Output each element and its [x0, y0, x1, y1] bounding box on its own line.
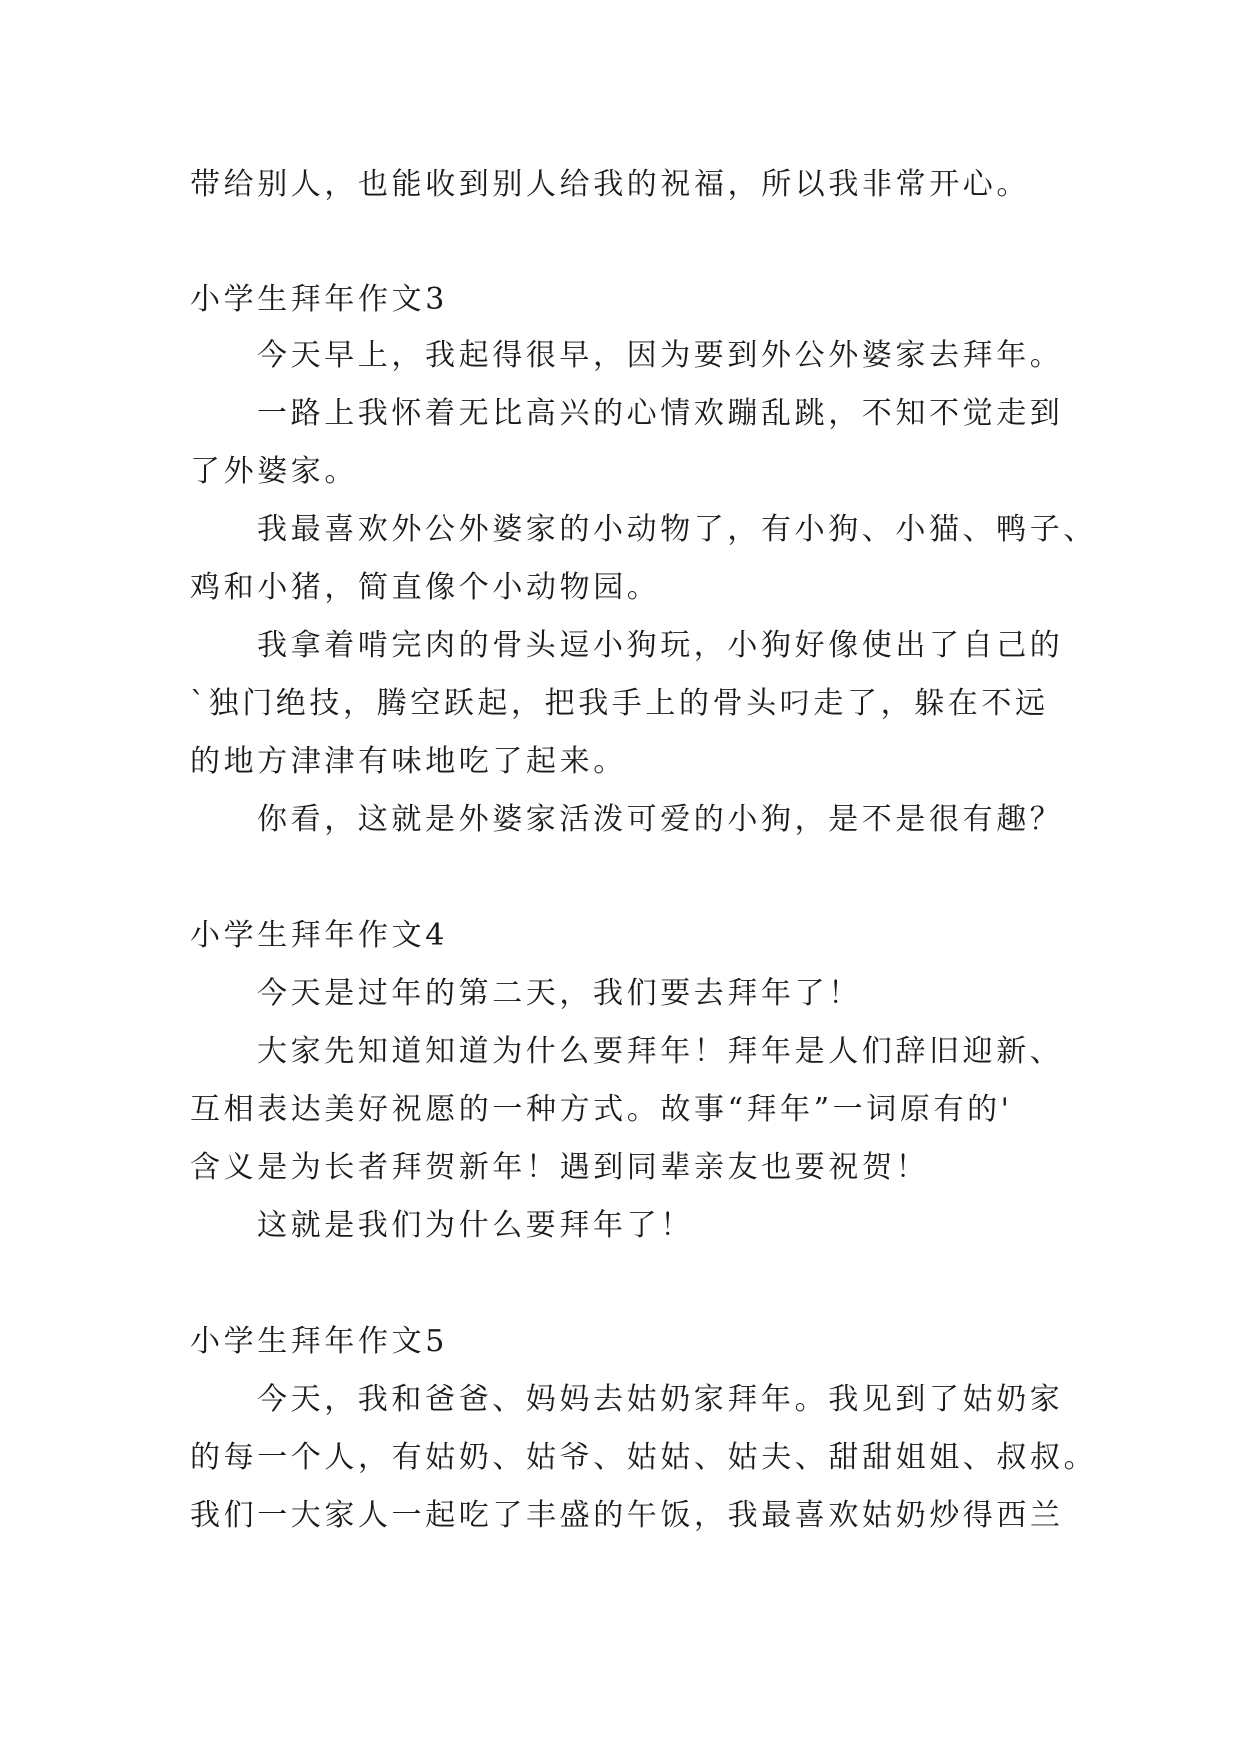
paragraph-line: `独门绝技，腾空跃起，把我手上的骨头叼走了，躲在不远	[190, 686, 1049, 721]
paragraph-line: 你看，这就是外婆家活泼可爱的小狗，是不是很有趣？	[257, 802, 1064, 837]
paragraph-line: 我最喜欢外公外婆家的小动物了，有小狗、小猫、鸭子、	[257, 512, 1097, 547]
paragraph-line: 的每一个人，有姑奶、姑爷、姑姑、姑夫、甜甜姐姐、叔叔。	[190, 1440, 1098, 1475]
paragraph-line: 互相表达美好祝愿的一种方式。故事“拜年”一词原有的'	[190, 1092, 1013, 1127]
paragraph-line: 我拿着啃完肉的骨头逗小狗玩，小狗好像使出了自己的	[257, 628, 1064, 663]
section-heading: 小学生拜年作文4	[190, 918, 448, 953]
paragraph-line: 今天早上，我起得很早，因为要到外公外婆家去拜年。	[257, 338, 1064, 373]
paragraph-line: 了外婆家。	[190, 454, 358, 489]
paragraph-line: 一路上我怀着无比高兴的心情欢蹦乱跳，不知不觉走到	[257, 396, 1064, 431]
section-heading: 小学生拜年作文3	[190, 282, 448, 317]
paragraph-line: 今天是过年的第二天，我们要去拜年了！	[257, 976, 862, 1011]
paragraph-line: 我们一大家人一起吃了丰盛的午饭，我最喜欢姑奶炒得西兰	[190, 1498, 1064, 1533]
paragraph-line: 含义是为长者拜贺新年！遇到同辈亲友也要祝贺！	[190, 1150, 930, 1185]
paragraph-line: 的地方津津有味地吃了起来。	[190, 744, 627, 779]
section-heading: 小学生拜年作文5	[190, 1324, 448, 1359]
paragraph-line: 大家先知道知道为什么要拜年！拜年是人们辞旧迎新、	[257, 1034, 1064, 1069]
paragraph-line: 今天，我和爸爸、妈妈去姑奶家拜年。我见到了姑奶家	[257, 1382, 1064, 1417]
paragraph-line: 带给别人，也能收到别人给我的祝福，所以我非常开心。	[190, 167, 1030, 202]
paragraph-line: 这就是我们为什么要拜年了！	[257, 1208, 694, 1243]
paragraph-line: 鸡和小猪，简直像个小动物园。	[190, 570, 661, 605]
